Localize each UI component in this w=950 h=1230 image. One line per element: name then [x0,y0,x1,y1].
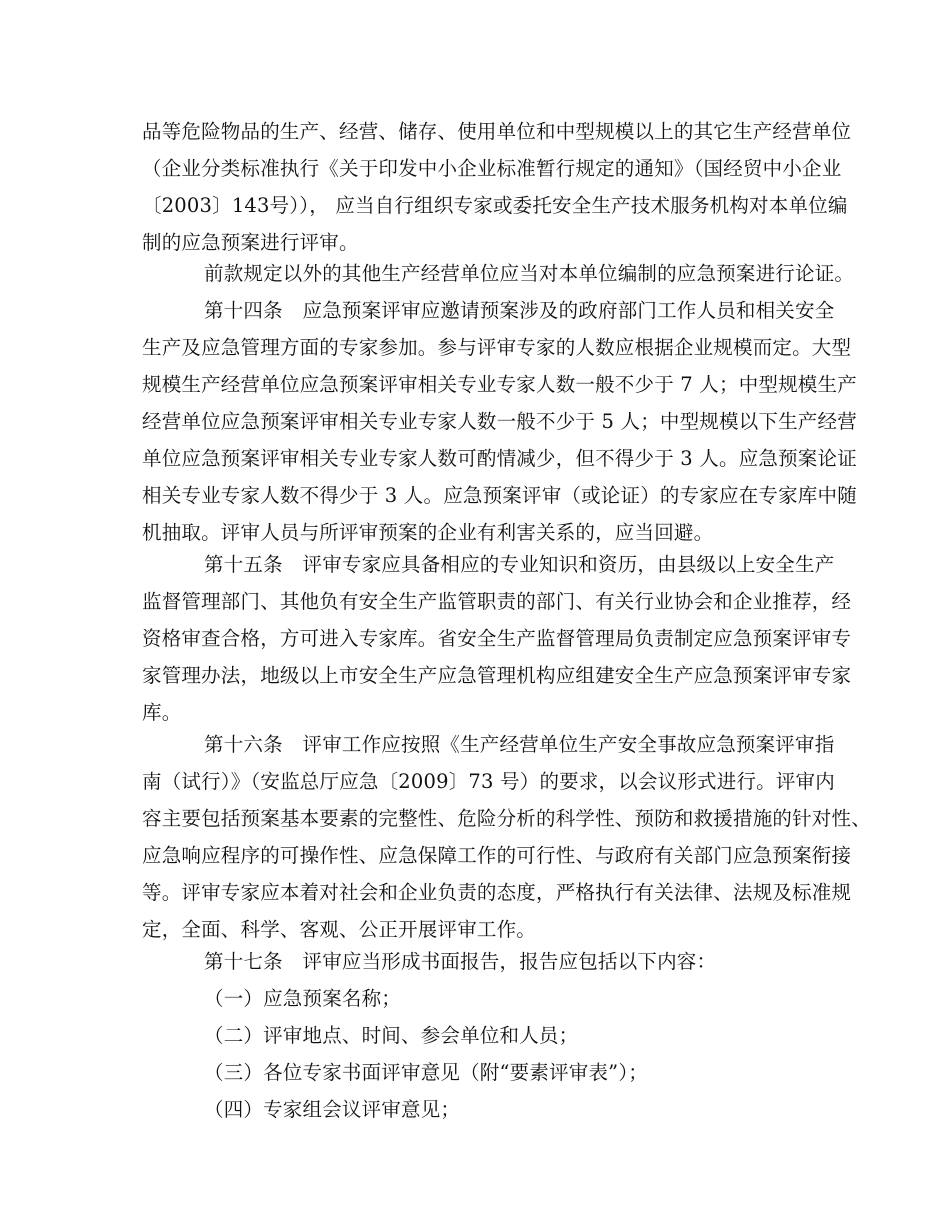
text-line: 容主要包括预案基本要素的完整性、危险分析的科学性、预防和救援措施的针对性、 [142,807,871,830]
text-line: 〔2003〕143号））， 应当自行组织专家或委托安全生产技术服务机构对本单位编 [142,194,848,217]
text-line: 资格审查合格，方可进入专家库。省安全生产监督管理局负责制定应急预案评审专 [142,627,852,650]
text-line: 南（试行）》（安监总厅应急〔2009〕73 号）的要求，以会议形式进行。评审内 [142,770,835,793]
article-15-heading: 第十五条 评审专家应具备相应的专业知识和资历，由县级以上安全生产 [204,553,835,576]
text-line: 单位应急预案评审相关专业专家人数可酌情减少，但不得少于 3 人。应急预案论证 [142,447,857,470]
text-line: 制的应急预案进行评审。 [142,231,359,254]
list-item: （三）各位专家书面评审意见（附“要素评审表”）； [204,1061,648,1084]
list-item: （一）应急预案名称； [204,987,402,1010]
text-line: 监督管理部门、其他负有安全生产监管职责的部门、有关行业协会和企业推荐，经 [142,590,852,613]
text-line: 等。评审专家应本着对社会和企业负责的态度，严格执行有关法律、法规及标准规 [142,881,852,904]
text-line: 品等危险物品的生产、经营、储存、使用单位和中型规模以上的其它生产经营单位 [142,120,852,143]
text-line: 应急响应程序的可操作性、应急保障工作的可行性、与政府有关部门应急预案衔接 [142,844,852,867]
text-line: 规模生产经营单位应急预案评审相关专业专家人数一般不少于 7 人；中型规模生产 [142,373,857,396]
article-14-heading: 第十四条 应急预案评审应邀请预案涉及的政府部门工作人员和相关安全 [204,299,835,322]
list-item: （四）专家组会议评审意见； [204,1098,461,1121]
text-line: 机抽取。评审人员与所评审预案的企业有利害关系的，应当回避。 [142,521,714,544]
list-item: （二）评审地点、时间、参会单位和人员； [204,1024,579,1047]
paragraph-start: 前款规定以外的其他生产经营单位应当对本单位编制的应急预案进行论证。 [204,262,855,285]
article-17-heading: 第十七条 评审应当形成书面报告，报告应包括以下内容： [204,950,717,973]
text-line: 相关专业专家人数不得少于 3 人。应急预案评审（或论证）的专家应在专家库中随 [142,484,857,507]
text-line: 经营单位应急预案评审相关专业专家人数一般不少于 5 人；中型规模以下生产经营 [142,410,857,433]
text-line: 定，全面、科学、客观、公正开展评审工作。 [142,918,537,941]
text-line: 生产及应急管理方面的专家参加。参与评审专家的人数应根据企业规模而定。大型 [142,336,852,359]
text-line: （企业分类标准执行《关于印发中小企业标准暂行规定的通知》（国经贸中小企业 [142,157,842,180]
article-16-heading: 第十六条 评审工作应按照《生产经营单位生产安全事故应急预案评审指 [204,733,835,756]
text-line: 库。 [142,701,182,724]
text-line: 家管理办法，地级以上市安全生产应急管理机构应组建安全生产应急预案评审专家 [142,664,852,687]
